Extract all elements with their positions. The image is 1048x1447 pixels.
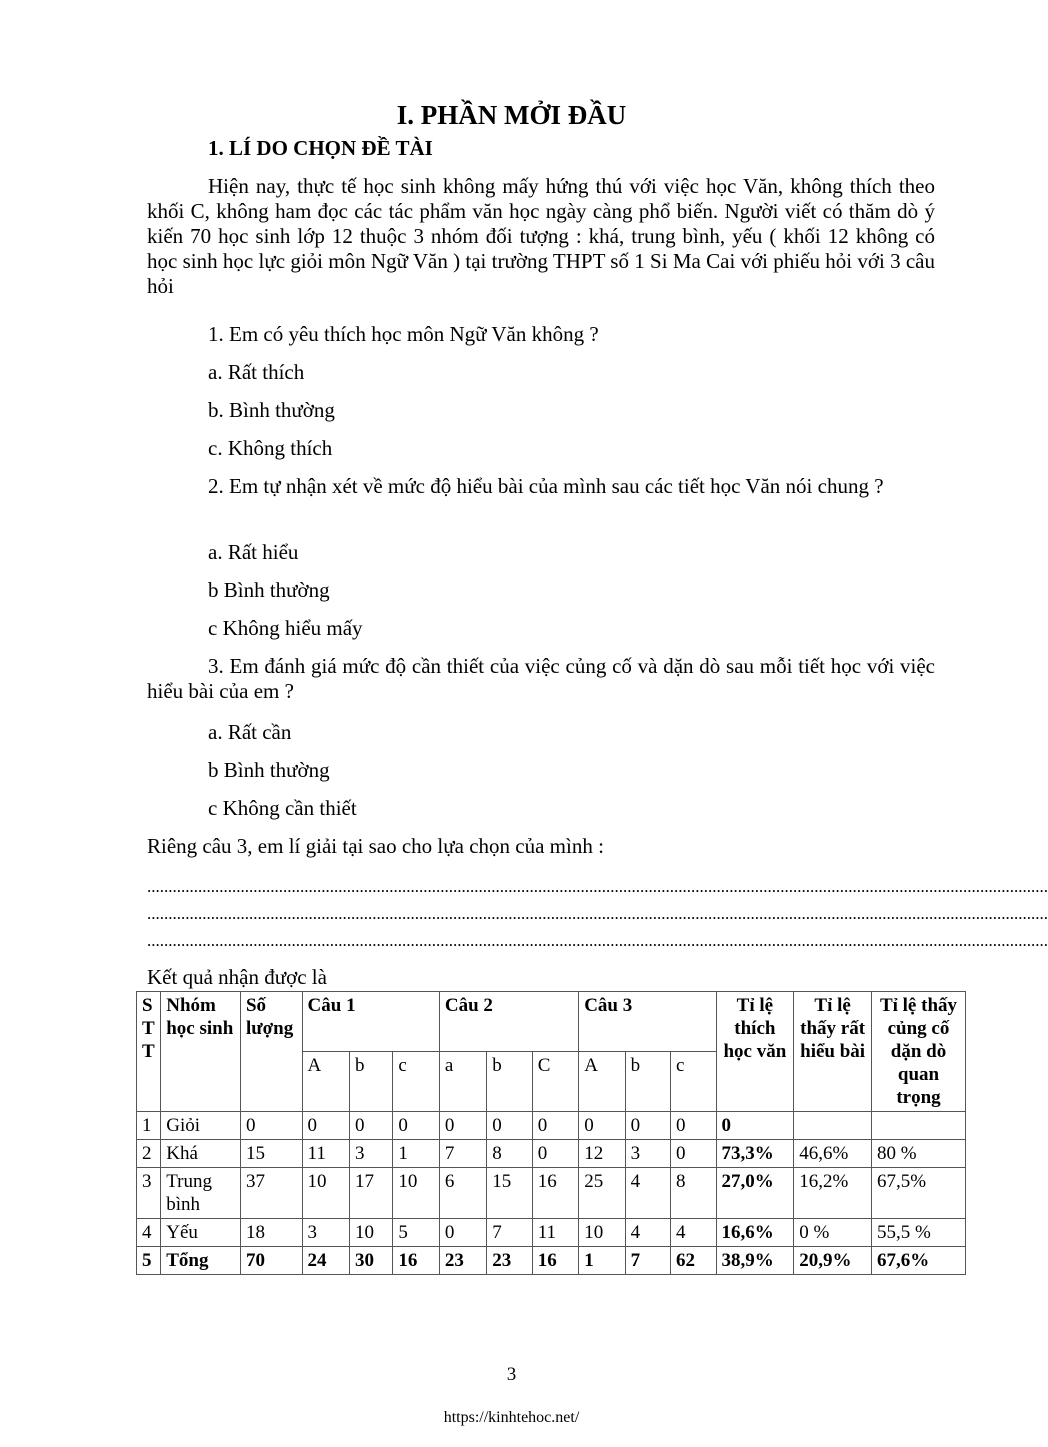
table-cell: 0 xyxy=(671,1140,716,1168)
table-cell: 17 xyxy=(349,1168,392,1219)
table-cell: 5 xyxy=(137,1247,161,1275)
table-cell: 0 xyxy=(671,1112,716,1140)
table-cell: 0 xyxy=(532,1112,578,1140)
table-cell: 0 xyxy=(625,1112,670,1140)
table-cell: 3 xyxy=(137,1168,161,1219)
table-cell: 7 xyxy=(439,1140,486,1168)
table-cell: 16,6% xyxy=(716,1219,794,1247)
section-title: I. PHẦN MỞI ĐẦU xyxy=(396,100,627,130)
table-cell: 37 xyxy=(240,1168,302,1219)
table-cell: 16 xyxy=(532,1247,578,1275)
table-cell: 0 xyxy=(487,1112,532,1140)
subheader-cell: c xyxy=(671,1052,716,1112)
table-cell: 7 xyxy=(487,1219,532,1247)
table-cell: 10 xyxy=(302,1168,349,1219)
subheader-cell: b xyxy=(625,1052,670,1112)
table-cell: 80 % xyxy=(871,1140,965,1168)
table-cell: 10 xyxy=(393,1168,439,1219)
question-2-option-c: c Không hiểu mấy xyxy=(208,616,363,640)
subheader-cell: c xyxy=(393,1052,439,1112)
table-cell: 15 xyxy=(240,1140,302,1168)
subheader-cell: b xyxy=(349,1052,392,1112)
question-1: 1. Em có yêu thích học môn Ngữ Văn không ? xyxy=(208,322,599,346)
table-cell: 0 xyxy=(579,1112,625,1140)
footer-url: https://kinhtehoc.net/ xyxy=(443,1409,580,1426)
table-cell: 0 xyxy=(240,1112,302,1140)
question-3-option-b: b Bình thường xyxy=(208,758,330,782)
table-cell: 11 xyxy=(302,1140,349,1168)
table-cell: 6 xyxy=(439,1168,486,1219)
table-cell: Khá xyxy=(161,1140,241,1168)
table-cell: 62 xyxy=(671,1247,716,1275)
table-cell: 12 xyxy=(579,1140,625,1168)
table-cell: 38,9% xyxy=(716,1247,794,1275)
table-cell: 4 xyxy=(137,1219,161,1247)
section-subtitle: 1. LÍ DO CHỌN ĐỀ TÀI xyxy=(208,136,433,160)
header-cau-1: Câu 1 xyxy=(302,992,439,1052)
answer-line-3: .................................................................................................................................................................................................................... xyxy=(147,931,1048,950)
header-rate-understand: Tỉ lệ thấy rất hiểu bài xyxy=(794,992,872,1112)
table-cell: 4 xyxy=(671,1219,716,1247)
table-cell: Tổng xyxy=(161,1247,241,1275)
results-table xyxy=(136,991,966,1275)
question-1-option-c: c. Không thích xyxy=(208,436,333,460)
question-1-option-a: a. Rất thích xyxy=(208,360,305,384)
table-cell: 23 xyxy=(439,1247,486,1275)
table-cell: 55,5 % xyxy=(871,1219,965,1247)
table-cell: 3 xyxy=(625,1140,670,1168)
table-cell: 30 xyxy=(349,1247,392,1275)
table-row xyxy=(137,1247,966,1275)
table-row xyxy=(137,1112,966,1140)
table-cell: Trung bình xyxy=(161,1168,241,1219)
page-number: 3 xyxy=(506,1364,517,1385)
table-cell: 67,6% xyxy=(871,1247,965,1275)
table-cell: 70 xyxy=(240,1247,302,1275)
table-cell: 0 xyxy=(439,1112,486,1140)
table-cell: 15 xyxy=(487,1168,532,1219)
table-cell: 0 % xyxy=(794,1219,872,1247)
header-cau-3: Câu 3 xyxy=(579,992,716,1052)
table-cell: 11 xyxy=(532,1219,578,1247)
table-cell: 4 xyxy=(625,1168,670,1219)
table-cell xyxy=(871,1112,965,1140)
table-cell xyxy=(794,1112,872,1140)
table-body xyxy=(137,1112,966,1275)
table-cell: 16,2% xyxy=(794,1168,872,1219)
intro-paragraph: Hiện nay, thực tế học sinh không mấy hứng thú với việc học Văn, không thích theo khối C, không ham đọc các tác phẩm văn học ngày càng phổ biến. Người viết có thăm dò ý kiến 70 học sinh lớp 12 thuộc 3 nhóm đối tượng : khá, trung bình, yếu ( khối 12 không có học sinh học lực giỏi môn Ngữ Văn ) tại trường THPT số 1 Si Ma Cai với phiếu hỏi với 3 câu hỏi xyxy=(147,174,935,298)
table-cell: 8 xyxy=(487,1140,532,1168)
header-group: Nhóm học sinh xyxy=(161,992,241,1112)
table-cell: 2 xyxy=(137,1140,161,1168)
result-label: Kết quả nhận được là xyxy=(147,965,327,989)
table-cell: 27,0% xyxy=(716,1168,794,1219)
question-2: 2. Em tự nhận xét về mức độ hiểu bài của mình sau các tiết học Văn nói chung ? xyxy=(208,474,884,498)
table-cell: 10 xyxy=(349,1219,392,1247)
table-cell: 0 xyxy=(393,1112,439,1140)
table-cell: 25 xyxy=(579,1168,625,1219)
table-row xyxy=(137,1168,966,1219)
table-cell: Yếu xyxy=(161,1219,241,1247)
table-cell: 7 xyxy=(625,1247,670,1275)
table-cell: 10 xyxy=(579,1219,625,1247)
table-cell: 0 xyxy=(716,1112,794,1140)
table-cell: 3 xyxy=(302,1219,349,1247)
table-cell: 8 xyxy=(671,1168,716,1219)
table-cell: 20,9% xyxy=(794,1247,872,1275)
subheader-cell: A xyxy=(302,1052,349,1112)
answer-line-1: .................................................................................................................................................................................................................... xyxy=(147,877,1048,896)
table-cell: 67,5% xyxy=(871,1168,965,1219)
question-3-option-c: c Không cần thiết xyxy=(208,796,357,820)
question-2-option-b: b Bình thường xyxy=(208,578,330,602)
table-cell: 23 xyxy=(487,1247,532,1275)
table-cell: 3 xyxy=(349,1140,392,1168)
header-stt: S T T xyxy=(137,992,161,1112)
table-cell: 16 xyxy=(393,1247,439,1275)
table-cell: 0 xyxy=(439,1219,486,1247)
question-3-note: Riêng câu 3, em lí giải tại sao cho lựa chọn của mình : xyxy=(147,834,604,858)
subheader-cell: b xyxy=(487,1052,532,1112)
subheader-cell: C xyxy=(532,1052,578,1112)
answer-line-2: .................................................................................................................................................................................................................... xyxy=(147,904,1048,923)
subheader-cell: A xyxy=(579,1052,625,1112)
table-cell: 5 xyxy=(393,1219,439,1247)
table-cell: 0 xyxy=(349,1112,392,1140)
question-3-option-a: a. Rất cần xyxy=(208,720,292,744)
table-cell: 46,6% xyxy=(794,1140,872,1168)
table-cell: 1 xyxy=(579,1247,625,1275)
table-row xyxy=(137,1219,966,1247)
table-row xyxy=(137,1140,966,1168)
table-header-row xyxy=(137,992,966,1052)
table-cell: 1 xyxy=(137,1112,161,1140)
table-cell: 1 xyxy=(393,1140,439,1168)
table-cell: 4 xyxy=(625,1219,670,1247)
question-1-option-b: b. Bình thường xyxy=(208,398,335,422)
table-cell: 0 xyxy=(302,1112,349,1140)
question-2-option-a: a. Rất hiểu xyxy=(208,540,299,564)
table-cell: 73,3% xyxy=(716,1140,794,1168)
header-rate-like: Tỉ lệ thích học văn xyxy=(716,992,794,1112)
table-cell: 18 xyxy=(240,1219,302,1247)
question-3: 3. Em đánh giá mức độ cần thiết của việc củng cố và dặn dò sau mỗi tiết học với việc hiểu bài của em ? xyxy=(147,654,935,703)
table-cell: 0 xyxy=(532,1140,578,1168)
header-rate-review: Tỉ lệ thấy củng cố dặn dò quan trọng xyxy=(871,992,965,1112)
table-cell: 16 xyxy=(532,1168,578,1219)
table-cell: Giỏi xyxy=(161,1112,241,1140)
table-cell: 24 xyxy=(302,1247,349,1275)
header-cau-2: Câu 2 xyxy=(439,992,578,1052)
header-count: Số lượng xyxy=(240,992,302,1112)
subheader-cell: a xyxy=(439,1052,486,1112)
